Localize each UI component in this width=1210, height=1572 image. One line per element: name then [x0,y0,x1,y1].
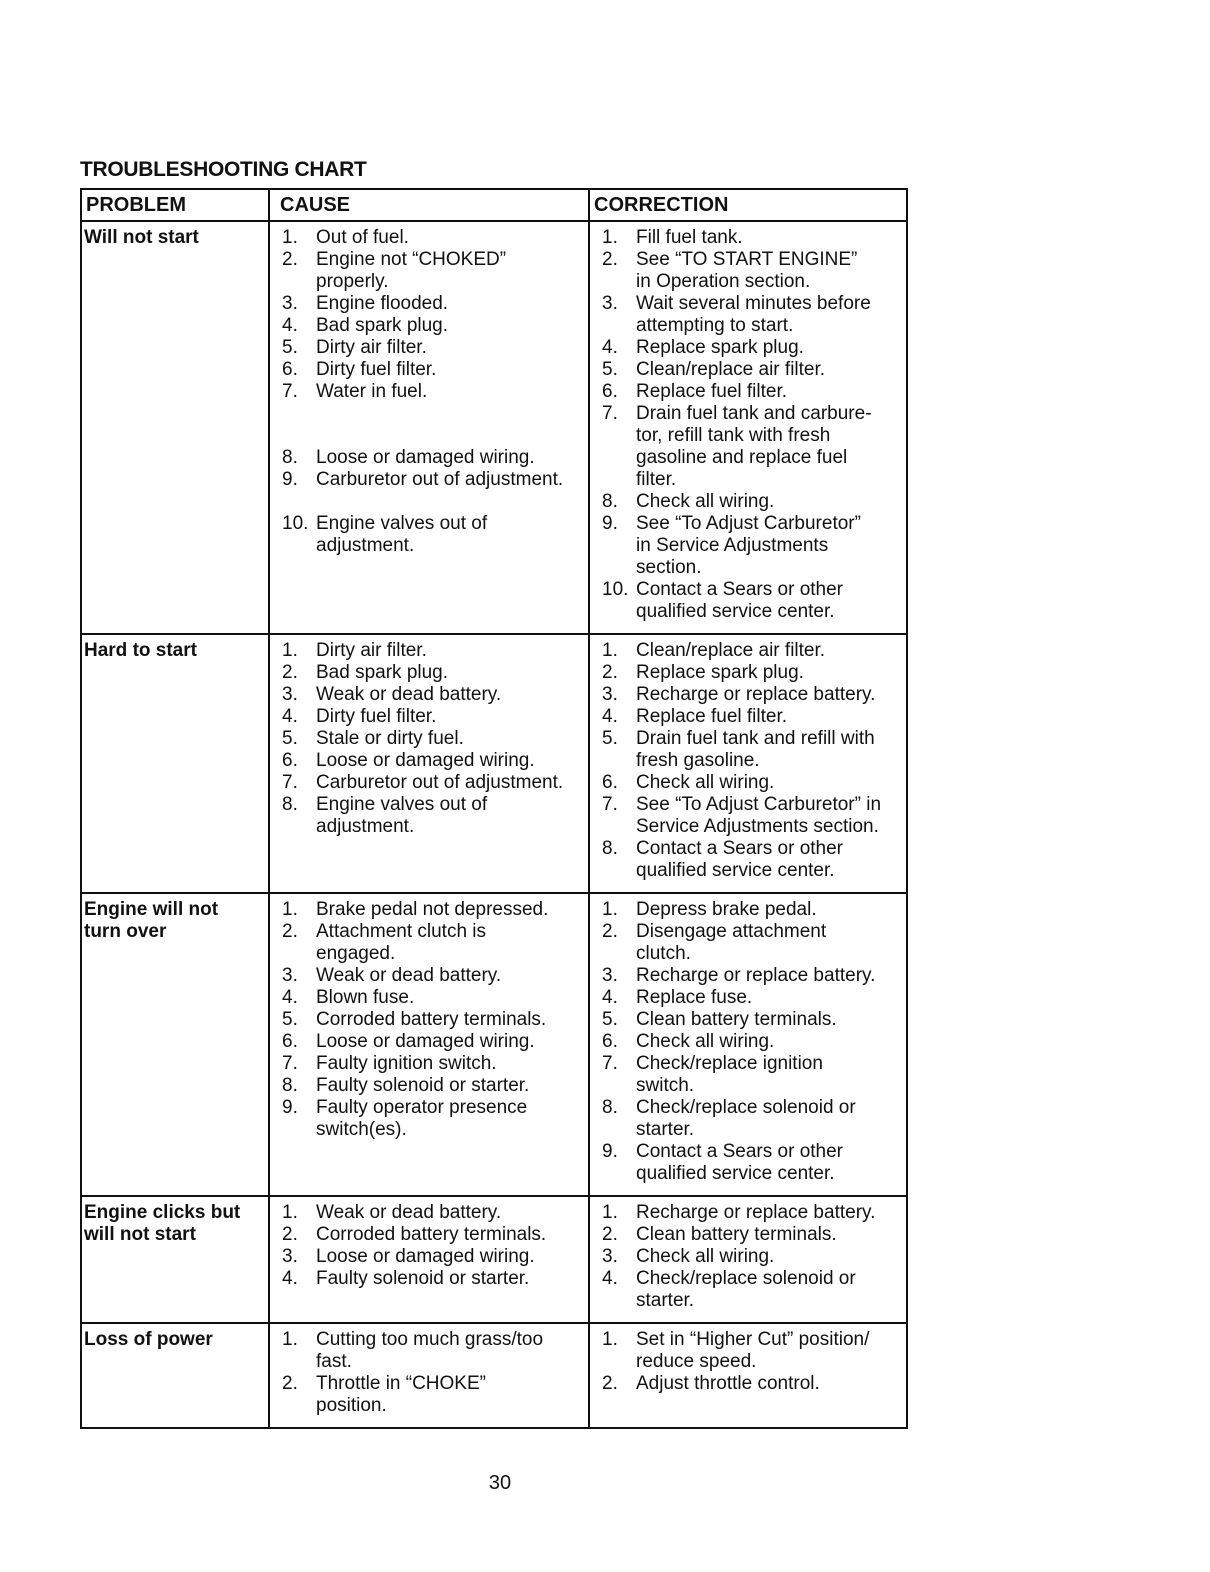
cause-cell [269,634,589,893]
cause-item [274,337,586,359]
cause-text: Carburetor out of adjustment. [316,469,564,490]
correction-item [594,899,904,921]
cause-text: Faulty operator presence switch(es). [316,1097,528,1140]
item-number: 6. [602,381,618,402]
problem-cell: Loss of power [81,1323,269,1428]
table-row [81,634,907,893]
correction-cell [589,1196,907,1323]
correction-item [594,403,904,491]
troubleshooting-table [80,188,908,1429]
item-number: 1. [282,899,298,920]
page-number: 30 [488,1472,512,1494]
cause-text: Faulty ignition switch. [316,1053,497,1074]
correction-item [594,381,904,403]
item-number: 4. [602,337,618,358]
item-number: 7. [282,381,298,402]
correction-text: Replace fuel filter. [636,381,788,402]
correction-text: Check/replace solenoid or starter. [636,1097,856,1140]
cause-text: Out of fuel. [316,227,409,248]
item-number: 4. [602,706,618,727]
correction-text: Clean/replace air filter. [636,359,826,380]
cause-text: Weak or dead battery. [316,1202,502,1223]
correction-item [594,1141,904,1185]
cause-item [274,728,586,750]
correction-cell [589,221,907,634]
correction-text: See “To Adjust Carburetor” in Service Adjustments section. [636,513,861,578]
item-number: 1. [602,227,618,248]
correction-text: Drain fuel tank and refill with fresh gasoline. [636,728,875,771]
correction-item [594,227,904,249]
item-number: 1. [282,640,298,661]
cause-list [274,227,586,557]
problem-cell: Hard to start [81,634,269,893]
correction-text: Check/replace ignition switch. [636,1053,823,1096]
item-number: 1. [602,1202,618,1223]
cause-text: Engine not “CHOKED” properly. [316,249,507,292]
correction-text: Check all wiring. [636,772,775,793]
item-number: 5. [282,728,298,749]
page-title: TROUBLESHOOTING CHART [80,158,367,181]
cause-item [274,794,586,838]
correction-item [594,728,904,772]
item-number: 7. [602,794,618,815]
cause-item [274,227,586,249]
correction-text: Replace spark plug. [636,337,804,358]
item-number: 8. [282,794,298,815]
cause-text: Weak or dead battery. [316,965,502,986]
problem-cell: Engine clicks but will not start [81,1196,269,1323]
cause-item [274,772,586,794]
correction-text: Clean battery terminals. [636,1224,837,1245]
cause-text: Attachment clutch is engaged. [316,921,487,964]
cause-text: Loose or damaged wiring. [316,750,535,771]
correction-item [594,1246,904,1268]
correction-text: Contact a Sears or other qualified service center. [636,1141,843,1184]
item-number: 6. [282,750,298,771]
correction-item [594,491,904,513]
correction-item [594,794,904,838]
item-number: 2. [602,921,618,942]
correction-list [594,899,904,1185]
item-number: 6. [282,359,298,380]
item-number: 7. [602,1053,618,1074]
problem-cell: Will not start [81,221,269,634]
cause-item [274,640,586,662]
cause-text: Brake pedal not depressed. [316,899,549,920]
cause-cell [269,1196,589,1323]
header-row [81,189,907,221]
correction-text: Clean battery terminals. [636,1009,837,1030]
correction-text: Set in “Higher Cut” position/ reduce speed. [636,1329,870,1372]
item-number: 4. [602,1268,618,1289]
correction-item [594,684,904,706]
cause-item [274,1329,586,1373]
item-number: 3. [602,965,618,986]
cause-item [274,249,586,293]
correction-text: Check all wiring. [636,1031,775,1052]
problem-header: PROBLEM [81,189,269,221]
cause-item [274,359,586,381]
correction-item [594,772,904,794]
cause-text: Dirty air filter. [316,337,427,358]
cause-text: Blown fuse. [316,987,415,1008]
cause-item [274,1097,586,1141]
correction-list [594,1202,904,1312]
correction-text: Wait several minutes before attempting to start. [636,293,871,336]
correction-item [594,640,904,662]
correction-text: Replace spark plug. [636,662,804,683]
cause-text: Faulty solenoid or starter. [316,1268,530,1289]
table-row [81,1196,907,1323]
cause-item [274,899,586,921]
item-number: 1. [282,1202,298,1223]
correction-item [594,1224,904,1246]
problem-cell: Engine will not turn over [81,893,269,1196]
item-number: 4. [602,987,618,1008]
correction-cell [589,893,907,1196]
cause-text: Corroded battery terminals. [316,1224,547,1245]
correction-item [594,337,904,359]
cause-item [274,750,586,772]
item-number: 5. [602,1009,618,1030]
correction-text: Adjust throttle control. [636,1373,820,1394]
correction-item [594,662,904,684]
cause-text: Weak or dead battery. [316,684,502,705]
item-number: 4. [282,987,298,1008]
correction-item [594,921,904,965]
cause-text: Throttle in “CHOKE” position. [316,1373,486,1416]
correction-text: Check all wiring. [636,1246,775,1267]
correction-item [594,513,904,579]
cause-text: Stale or dirty fuel. [316,728,464,749]
cause-item [274,662,586,684]
cause-item [274,1224,586,1246]
table-row [81,1323,907,1428]
item-number: 8. [282,1075,298,1096]
correction-item [594,1053,904,1097]
correction-list [594,640,904,882]
correction-text: Replace fuse. [636,987,753,1008]
correction-text: Recharge or replace battery. [636,684,876,705]
cause-item [274,513,586,557]
cause-text: Corroded battery terminals. [316,1009,547,1030]
cause-item [274,1373,586,1417]
correction-item [594,293,904,337]
correction-item [594,1373,904,1395]
item-number: 1. [602,640,618,661]
item-number: 10. [602,579,629,600]
correction-text: Check all wiring. [636,491,775,512]
cause-item [274,469,586,513]
correction-list [594,227,904,623]
correction-item [594,1097,904,1141]
cause-text: Cutting too much grass/too fast. [316,1329,544,1372]
cause-text: Water in fuel. [316,381,428,402]
item-number: 2. [602,1373,618,1394]
cause-item [274,1053,586,1075]
correction-text: Contact a Sears or other qualified service center. [636,838,843,881]
cause-cell [269,893,589,1196]
correction-text: Depress brake pedal. [636,899,817,920]
item-number: 5. [282,1009,298,1030]
cause-text: Dirty fuel filter. [316,706,437,727]
cause-item [274,1075,586,1097]
cause-text: Loose or damaged wiring. [316,447,535,468]
cause-text: Engine valves out of adjustment. [316,794,488,837]
item-number: 4. [282,315,298,336]
item-number: 10. [282,513,309,534]
item-number: 1. [282,227,298,248]
item-number: 7. [282,772,298,793]
cause-cell [269,1323,589,1428]
item-number: 8. [282,447,298,468]
correction-list [594,1329,904,1395]
item-number: 3. [282,965,298,986]
cause-item [274,921,586,965]
correction-item [594,1202,904,1224]
cause-item [274,684,586,706]
cause-item [274,293,586,315]
item-number: 1. [282,1329,298,1350]
item-number: 2. [282,1373,298,1394]
cause-text: Dirty air filter. [316,640,427,661]
item-number: 2. [282,249,298,270]
correction-item [594,579,904,623]
cause-item [274,381,586,447]
table-body [81,221,907,1428]
correction-cell [589,1323,907,1428]
cause-text: Carburetor out of adjustment. [316,772,564,793]
item-number: 7. [282,1053,298,1074]
item-number: 3. [282,1246,298,1267]
item-number: 7. [602,403,618,424]
cause-list [274,1202,586,1290]
item-number: 9. [282,1097,298,1118]
cause-text: Faulty solenoid or starter. [316,1075,530,1096]
cause-text: Bad spark plug. [316,662,449,683]
correction-text: Disengage attachment clutch. [636,921,827,964]
cause-item [274,1202,586,1224]
item-number: 8. [602,838,618,859]
item-number: 1. [602,899,618,920]
correction-item [594,1329,904,1373]
cause-text: Engine valves out of adjustment. [316,513,488,556]
item-number: 9. [282,469,298,490]
item-number: 8. [602,1097,618,1118]
item-number: 2. [602,662,618,683]
cause-list [274,1329,586,1417]
correction-text: Recharge or replace battery. [636,965,876,986]
item-number: 2. [282,662,298,683]
correction-text: Drain fuel tank and carbure- tor, refill tank with fresh gasoline and replace fuel filter. [636,403,872,490]
cause-item [274,315,586,337]
item-number: 5. [602,728,618,749]
item-number: 3. [282,684,298,705]
correction-text: Check/replace solenoid or starter. [636,1268,856,1311]
cause-header: CAUSE [269,189,589,221]
correction-item [594,965,904,987]
item-number: 6. [602,1031,618,1052]
cause-text: Engine flooded. [316,293,449,314]
item-number: 3. [602,293,618,314]
item-number: 2. [282,1224,298,1245]
cause-item [274,706,586,728]
cause-text: Loose or damaged wiring. [316,1246,535,1267]
correction-text: See “To Adjust Carburetor” in Service Adjustments section. [636,794,882,837]
item-number: 3. [602,684,618,705]
correction-cell [589,634,907,893]
correction-item [594,987,904,1009]
correction-text: See “TO START ENGINE” in Operation section. [636,249,858,292]
correction-item [594,1009,904,1031]
cause-item [274,1009,586,1031]
item-number: 1. [602,1329,618,1350]
cause-text: Dirty fuel filter. [316,359,437,380]
correction-text: Contact a Sears or other qualified service center. [636,579,843,622]
item-number: 4. [282,1268,298,1289]
item-number: 4. [282,706,298,727]
item-number: 2. [282,921,298,942]
item-number: 6. [282,1031,298,1052]
table-row [81,221,907,634]
item-number: 8. [602,491,618,512]
cause-text: Bad spark plug. [316,315,449,336]
correction-header: CORRECTION [589,189,907,221]
item-number: 2. [602,249,618,270]
cause-text: Loose or damaged wiring. [316,1031,535,1052]
cause-item [274,1246,586,1268]
item-number: 3. [602,1246,618,1267]
correction-text: Replace fuel filter. [636,706,788,727]
item-number: 9. [602,1141,618,1162]
item-number: 3. [282,293,298,314]
table-row [81,893,907,1196]
correction-item [594,706,904,728]
correction-item [594,249,904,293]
correction-item [594,1031,904,1053]
cause-item [274,987,586,1009]
cause-item [274,965,586,987]
item-number: 2. [602,1224,618,1245]
item-number: 9. [602,513,618,534]
correction-text: Clean/replace air filter. [636,640,826,661]
correction-item [594,359,904,381]
correction-item [594,838,904,882]
correction-item [594,1268,904,1312]
item-number: 6. [602,772,618,793]
cause-item [274,1031,586,1053]
cause-item [274,447,586,469]
correction-text: Fill fuel tank. [636,227,743,248]
cause-list [274,640,586,838]
item-number: 5. [602,359,618,380]
cause-item [274,1268,586,1290]
cause-cell [269,221,589,634]
cause-list [274,899,586,1141]
item-number: 5. [282,337,298,358]
correction-text: Recharge or replace battery. [636,1202,876,1223]
